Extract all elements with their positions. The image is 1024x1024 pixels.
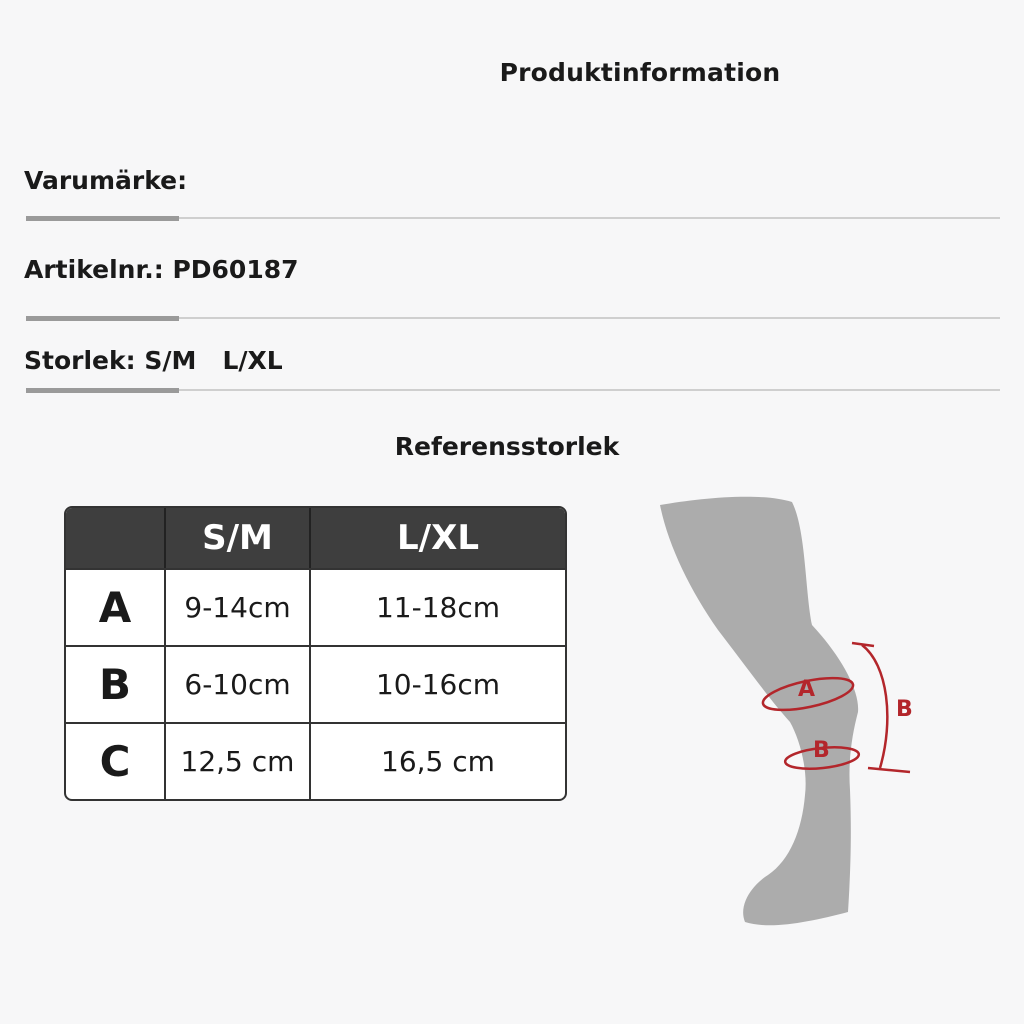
table-cell: 11-18cm <box>309 568 565 645</box>
table-header-cell: S/M <box>164 508 309 568</box>
size-row <box>24 346 283 375</box>
brand-row <box>24 166 187 195</box>
measure-tick <box>868 768 910 772</box>
size-table <box>64 506 567 801</box>
article-row <box>24 255 299 284</box>
row-label: A <box>66 568 164 645</box>
table-header-row <box>66 508 565 568</box>
divider <box>26 217 1000 219</box>
table-cell: 16,5 cm <box>309 722 565 799</box>
reference-title: Referensstorlek <box>394 432 620 461</box>
article-value: PD60187 <box>172 255 299 284</box>
measure-tick <box>852 643 874 646</box>
table-row <box>66 568 565 645</box>
table-cell: 12,5 cm <box>164 722 309 799</box>
size-label: Storlek: <box>24 346 136 375</box>
leg-silhouette <box>660 497 858 926</box>
row-label: B <box>66 645 164 722</box>
size-values: S/M L/XL <box>144 346 283 375</box>
page-title: Produktinformation <box>499 58 781 87</box>
measure-label-b-inner: B <box>813 738 830 763</box>
table-row <box>66 645 565 722</box>
measure-label-a: A <box>798 677 816 702</box>
divider <box>26 317 1000 319</box>
measure-arc-b <box>862 645 887 768</box>
divider <box>26 389 1000 391</box>
table-cell: 6-10cm <box>164 645 309 722</box>
brand-label: Varumärke: <box>24 166 188 195</box>
leg-diagram <box>640 480 940 940</box>
table-header-cell: L/XL <box>309 508 565 568</box>
table-cell: 9-14cm <box>164 568 309 645</box>
row-label: C <box>66 722 164 799</box>
article-label: Artikelnr.: <box>24 255 164 284</box>
table-cell: 10-16cm <box>309 645 565 722</box>
table-row <box>66 722 565 799</box>
measure-label-b-outer: B <box>896 697 913 722</box>
table-header-cell <box>66 508 164 568</box>
